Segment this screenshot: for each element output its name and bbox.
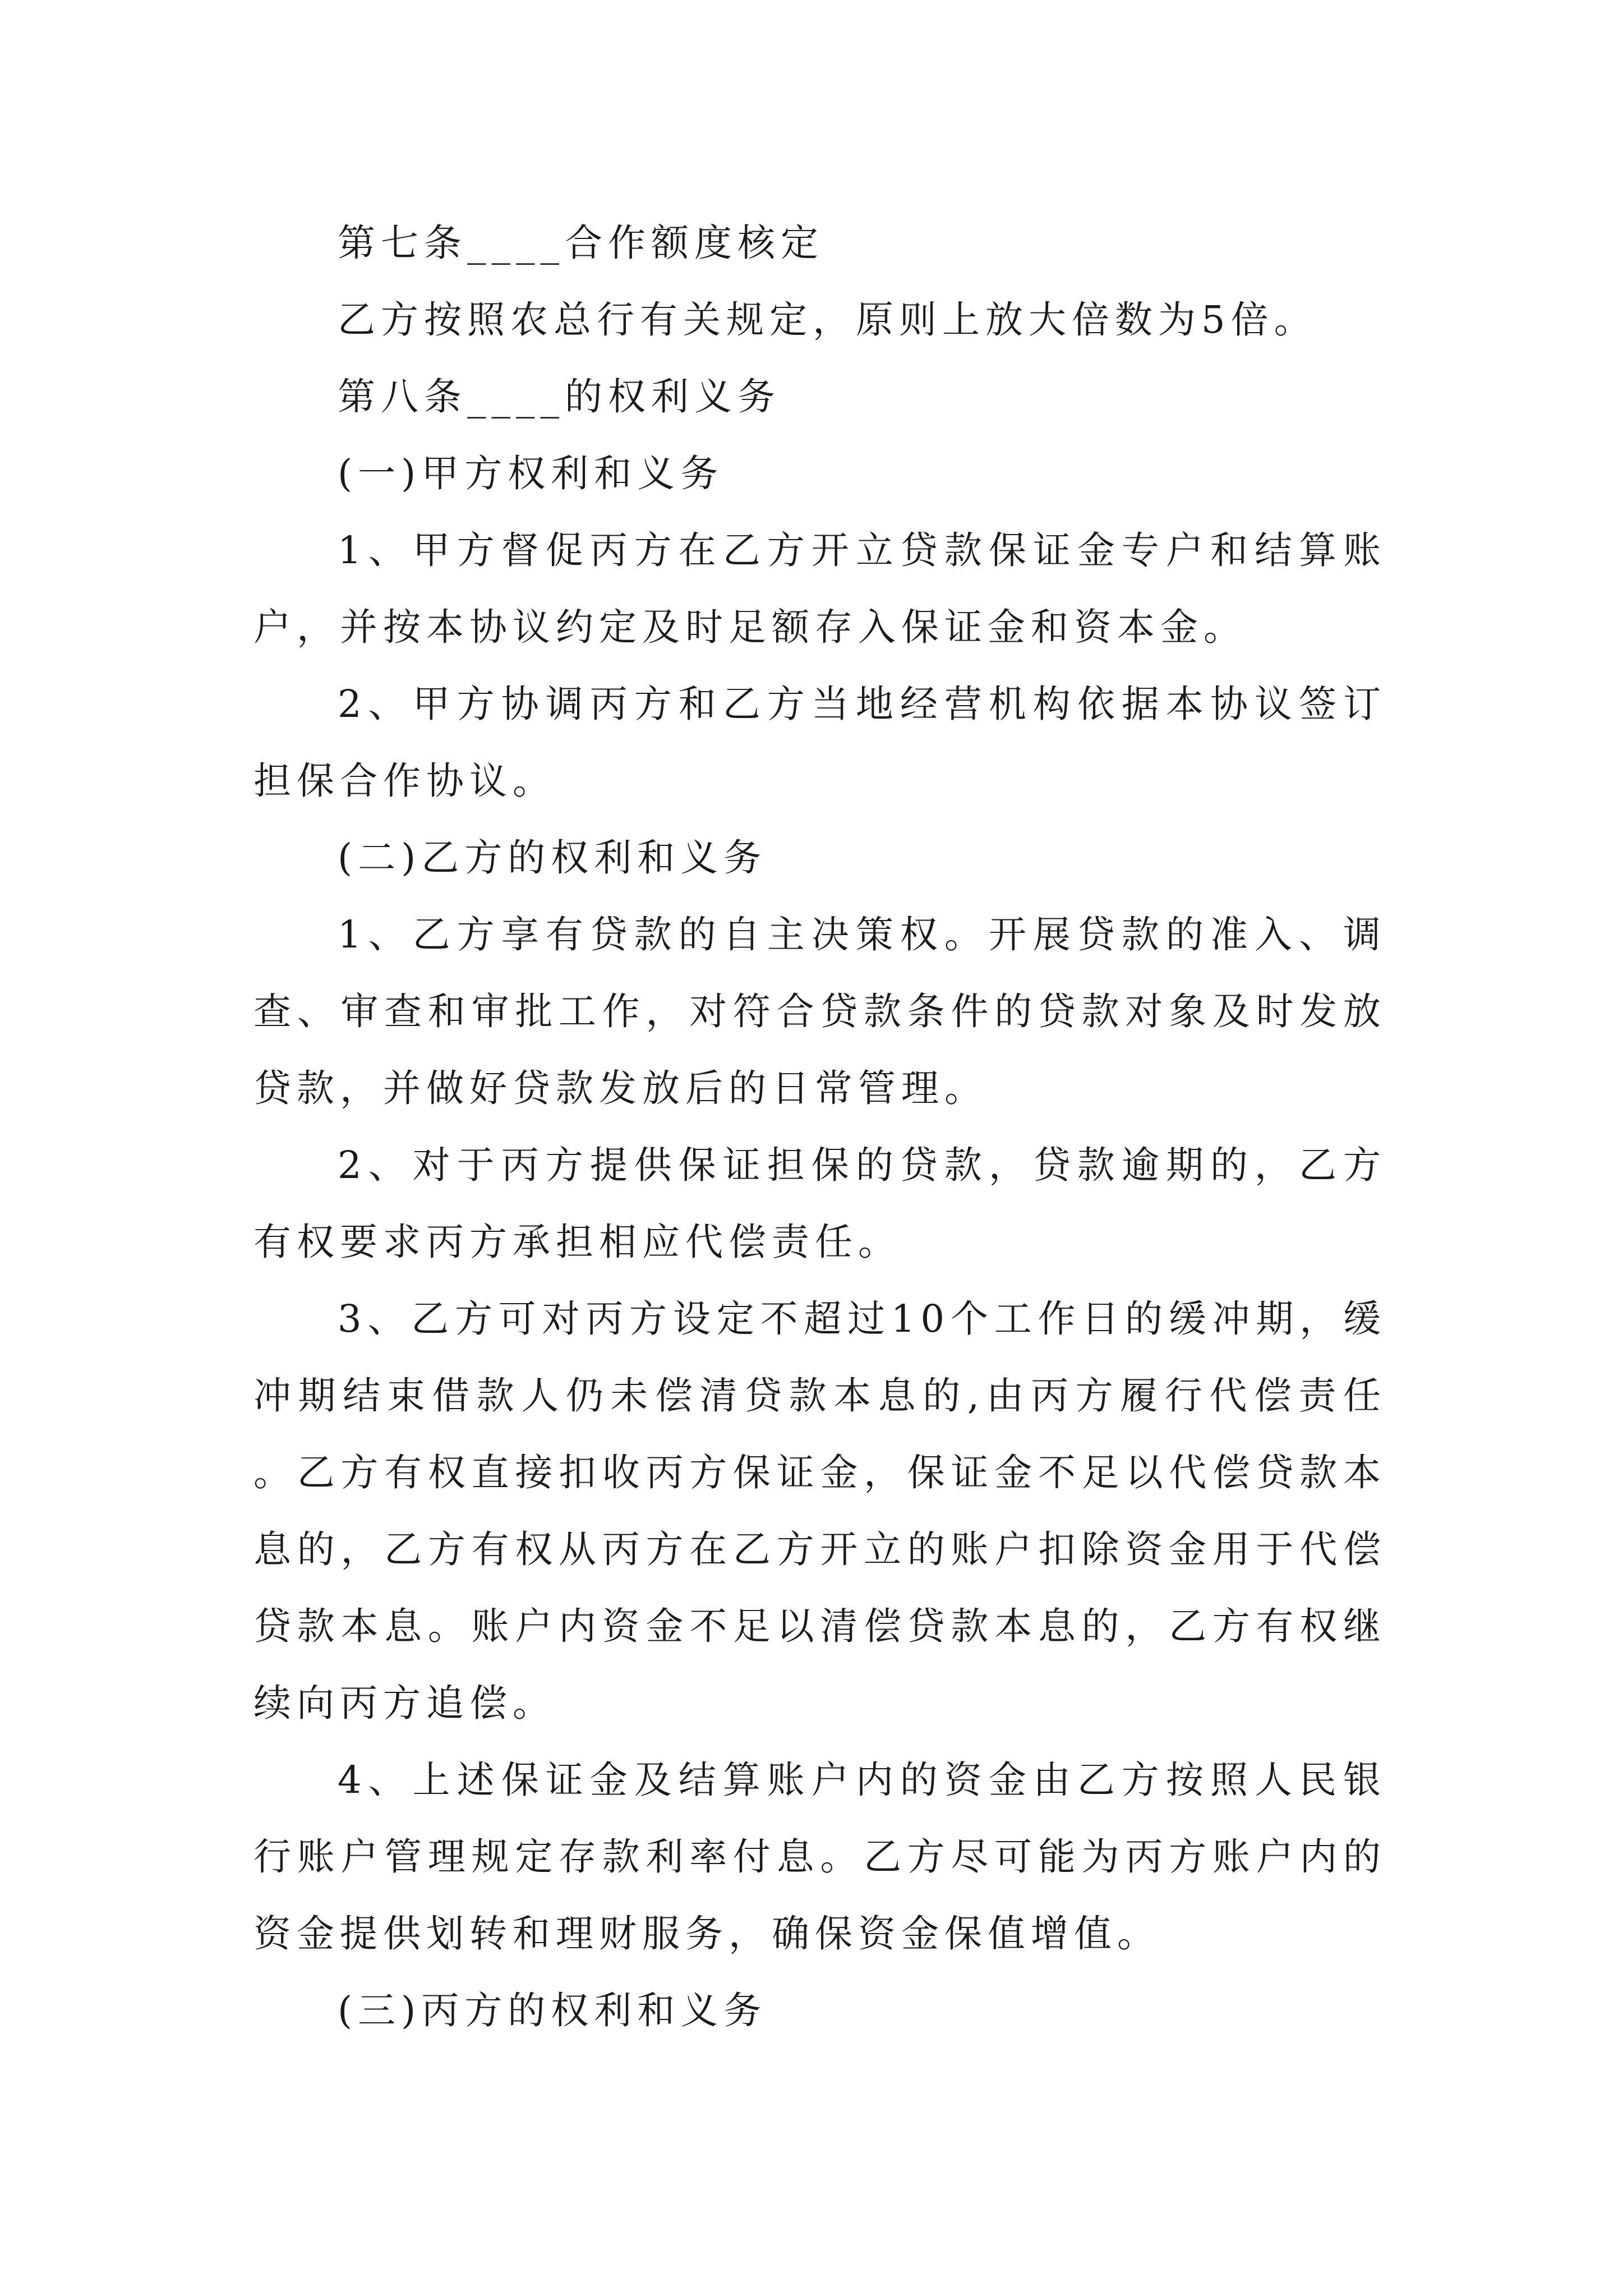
article-7-heading: 第七条____合作额度核定 bbox=[338, 221, 824, 265]
section-2-item-4: 4、上述保证金及结算账户内的资金由乙方按照人民银行账户管理规定存款利率付息。乙方尽可能为丙方账户内的资金提供划转和理财服务，确保资金保值增值。 bbox=[253, 1758, 1386, 1955]
article-8-heading: 第八条____的权利义务 bbox=[338, 375, 781, 418]
section-2-item-1: 1、乙方享有贷款的自主决策权。开展贷款的准入、调查、审查和审批工作，对符合贷款条件的贷款对象及时发放贷款，并做好贷款发放后的日常管理。 bbox=[253, 913, 1386, 1110]
section-3-heading: (三)丙方的权利和义务 bbox=[338, 1989, 767, 2032]
section-1-heading: (一)甲方权利和义务 bbox=[338, 452, 724, 495]
document-body bbox=[253, 205, 1386, 2049]
section-1-item-1: 1、甲方督促丙方在乙方开立贷款保证金专户和结算账户，并按本协议约定及时足额存入保证金和资本金。 bbox=[253, 528, 1386, 649]
article-7-text: 乙方按照农总行有关规定，原则上放大倍数为5倍。 bbox=[338, 298, 1317, 342]
section-2-item-3: 3、乙方可对丙方设定不超过10个工作日的缓冲期，缓冲期结束借款人仍未偿清贷款本息的,由丙方履行代偿责任。乙方有权直接扣收丙方保证金，保证金不足以代偿贷款本息的，乙方有权从丙方在乙方开立的账户扣除资金用于代偿贷款本息。账户内资金不足以清偿贷款本息的，乙方有权继续向丙方追偿。 bbox=[253, 1297, 1386, 1725]
section-2-item-2: 2、对于丙方提供保证担保的贷款，贷款逾期的，乙方有权要求丙方承担相应代偿责任。 bbox=[253, 1143, 1386, 1264]
section-2-heading: (二)乙方的权利和义务 bbox=[338, 836, 767, 880]
section-1-item-2: 2、甲方协调丙方和乙方当地经营机构依据本协议签订担保合作协议。 bbox=[253, 682, 1386, 803]
